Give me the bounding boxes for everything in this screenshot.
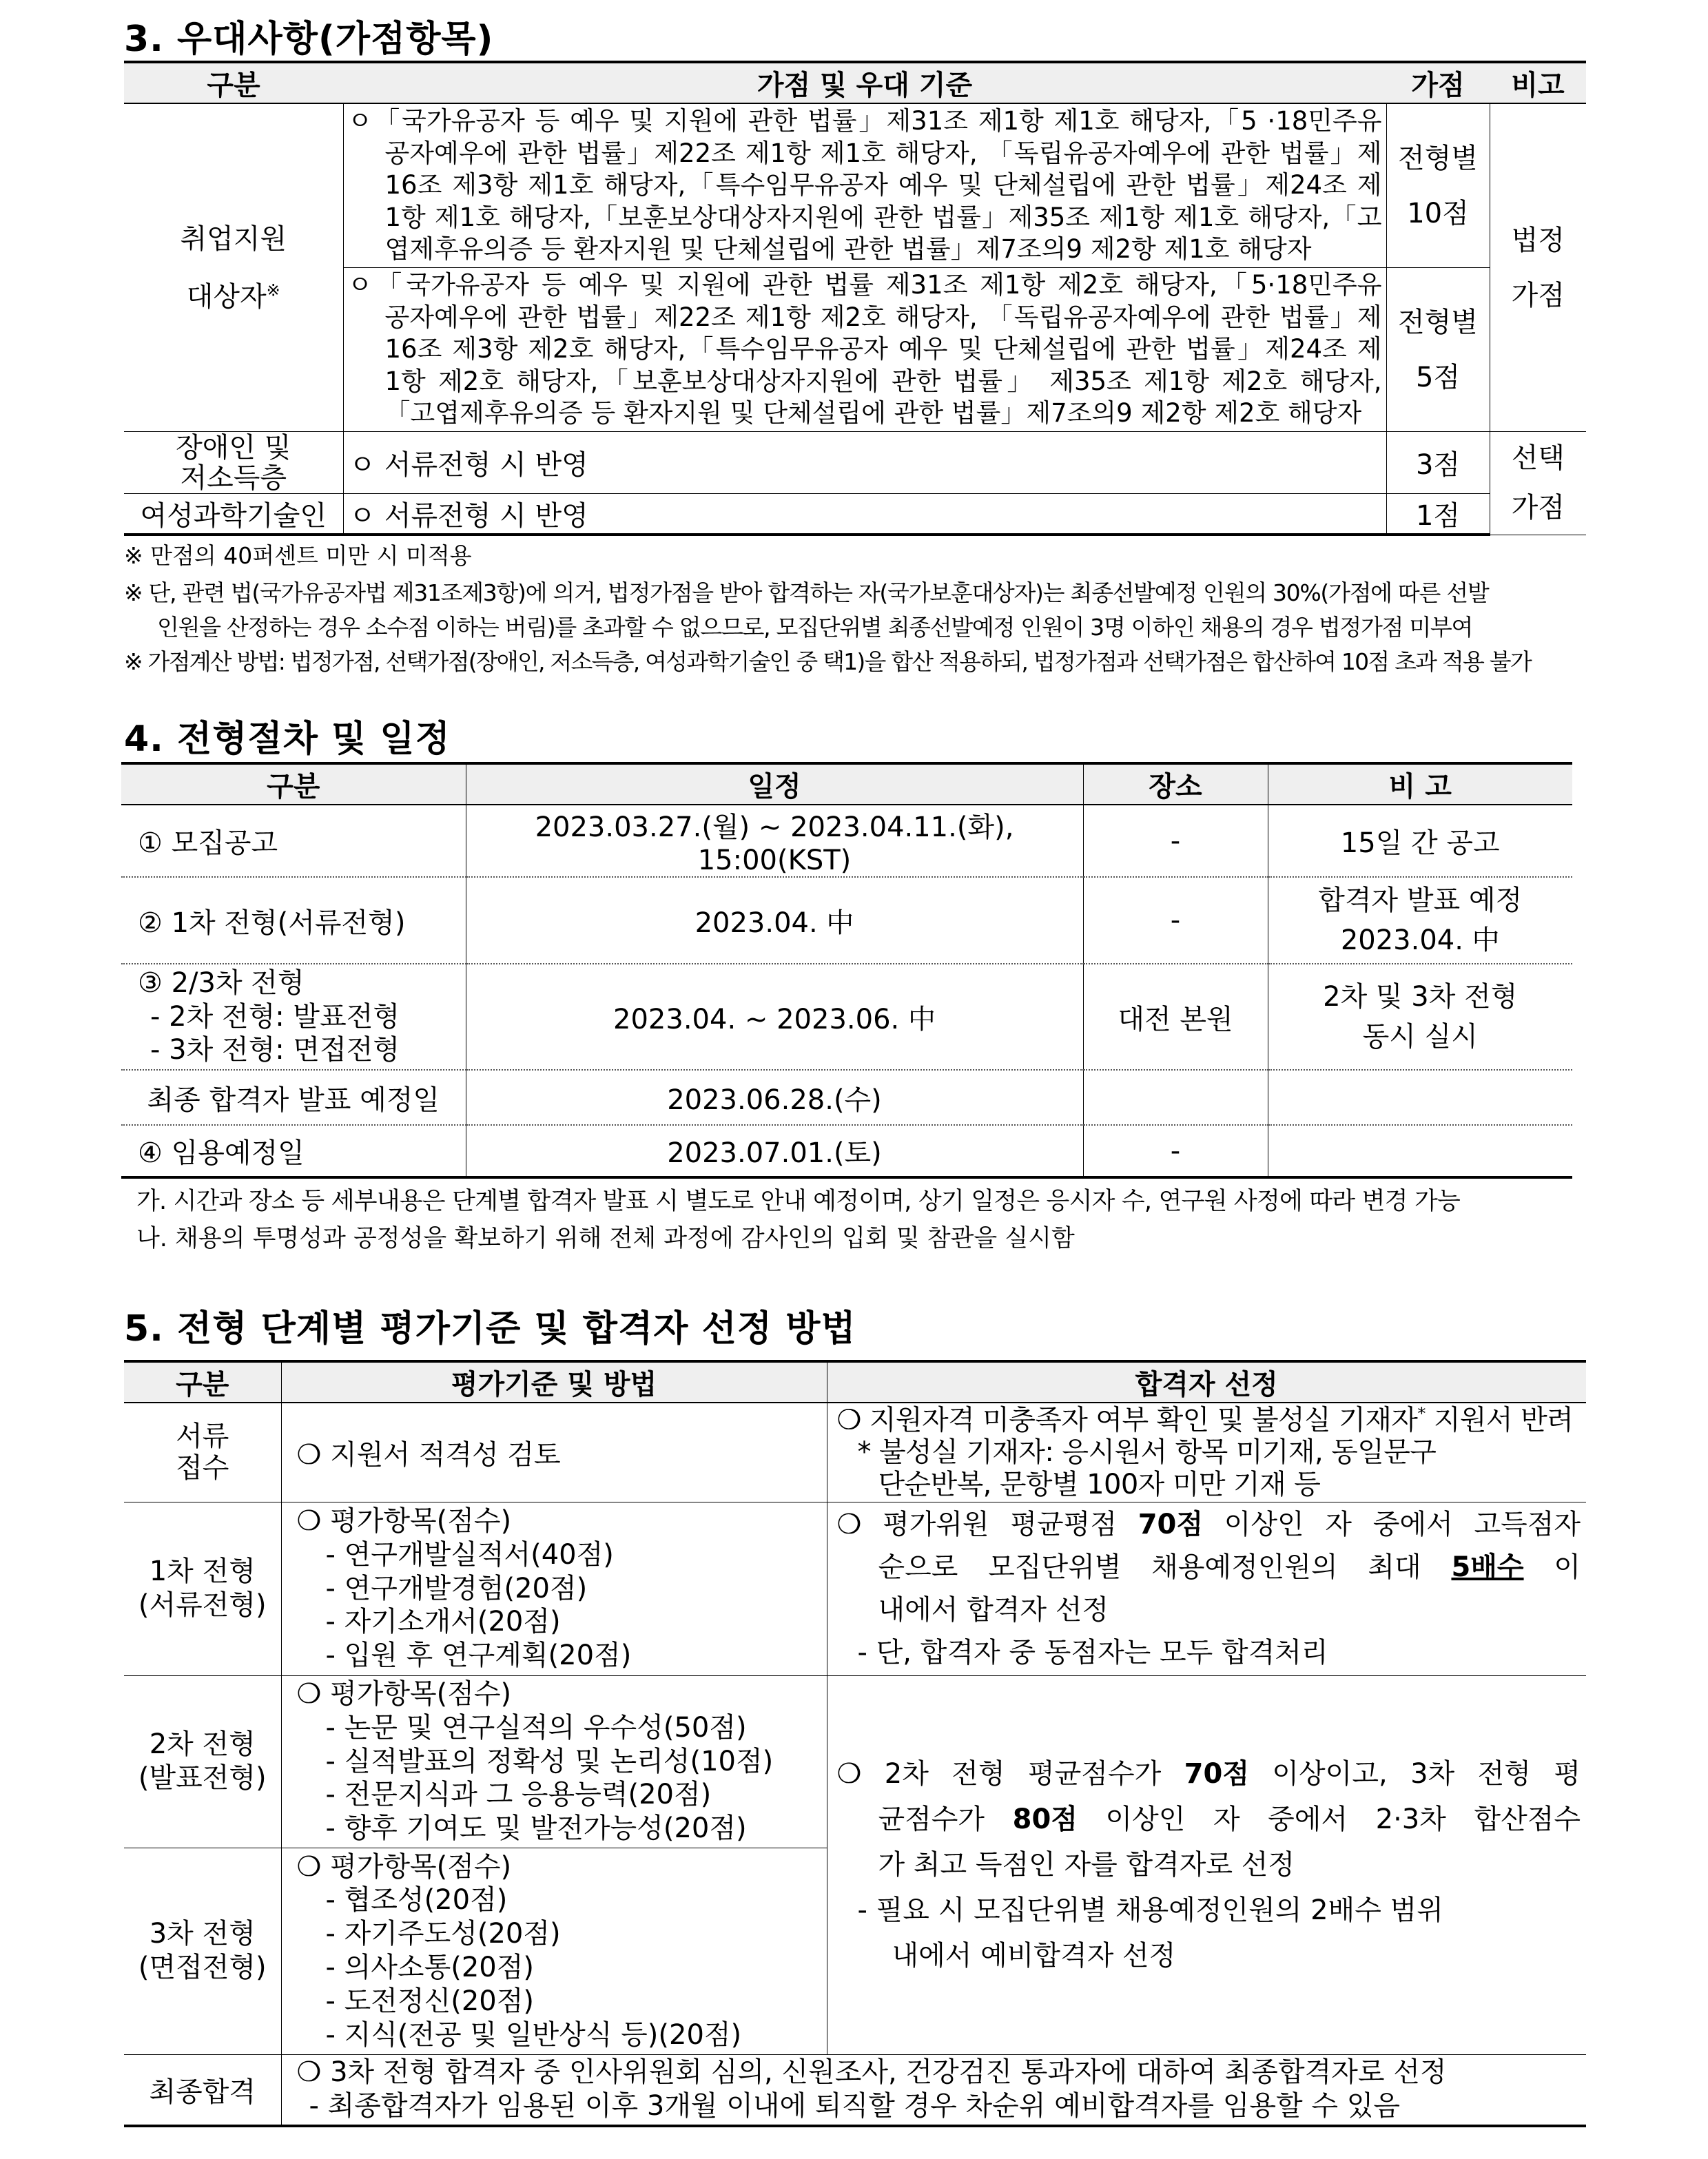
remark-line: 합격자 발표 예정 xyxy=(1318,885,1523,916)
section-3-note: ※ 가점계산 방법: 법정가점, 선택가점(장애인, 저소득층, 여성과학기술인 중 택1)을 합산 적용하되, 법정가점과 선택가점은 합산하여 10점 초과 적용 불가 xyxy=(124,648,1531,675)
selection-text: 이 xyxy=(1523,1551,1581,1583)
stage-remark xyxy=(1268,877,1572,964)
method-line: - 지식(전공 및 일반상식 등)(20점) xyxy=(325,2018,742,2051)
selection-text: 이상인 자 중에서 고득점자 xyxy=(1203,1509,1581,1540)
stage-schedule: 2023.07.01.(토) xyxy=(466,1125,1083,1177)
criteria-line: 공자예우에 관한 법률」제22조 제1항 제1호 해당자, 「독립유공자예우에 관한 법률」제 xyxy=(384,138,1382,168)
method-line: - 자기소개서(20점) xyxy=(325,1606,561,1638)
score-threshold: 70점 xyxy=(1184,1758,1249,1790)
women-scientist-criteria: ㅇ 서류전형 시 반영 xyxy=(343,494,1386,535)
method-line: - 실적발표의 정확성 및 논리성(10점) xyxy=(325,1745,774,1777)
criteria-line: ㅇ「국가유공자 등 예우 및 지원에 관한 법률 제31조 제1항 제2호 해당자,「5·18민주유 xyxy=(347,270,1382,300)
selection-line xyxy=(837,1797,1581,1842)
women-scientist-category: 여성과학기술인 xyxy=(124,494,343,535)
disabled-criteria: ㅇ 서류전형 시 반영 xyxy=(343,432,1386,494)
stage-remark xyxy=(1268,1125,1572,1177)
section-3-title: 3. 우대사항(가점항목) xyxy=(124,19,494,60)
stage-place: - xyxy=(1083,1125,1268,1177)
stage-name xyxy=(124,1403,281,1502)
remark-line: 가점 xyxy=(1511,492,1565,524)
stage-schedule: 2023.04. 中 xyxy=(466,877,1083,964)
header-category: 구분 xyxy=(121,763,466,805)
points-line: 전형별 xyxy=(1398,306,1478,338)
method-line: ❍ 평가항목(점수) xyxy=(296,1678,512,1710)
preference-table xyxy=(124,61,1586,536)
section-3-note: 인원을 산정하는 경우 소수점 이하는 버림)를 초과할 수 없으므로, 모집단위별 최종선발예정 인원이 3명 이하인 채용의 경우 법정가점 미부여 xyxy=(157,614,1473,641)
stage-name: 최종합격 xyxy=(124,2054,281,2126)
evaluation-method xyxy=(281,1502,827,1675)
criteria-line: 16조 제3항 제1호 해당자,「특수임무유공자 예우 및 단체설립에 관한 법률」제24조 제 xyxy=(384,170,1382,200)
schedule-row-document xyxy=(121,877,1572,964)
employment-support-row-a xyxy=(124,103,1586,268)
stage-name xyxy=(124,1502,281,1675)
remark-line: 2023.04. 中 xyxy=(1340,924,1500,956)
disabled-row xyxy=(124,432,1586,494)
header-method: 평가기준 및 방법 xyxy=(281,1361,827,1403)
selection-line: 단순반복, 문항별 100자 미만 기재 등 xyxy=(878,1468,1321,1500)
selection-text: ❍ 평가위원 평균평점 xyxy=(836,1509,1138,1540)
stage-label xyxy=(121,964,466,1070)
header-place: 장소 xyxy=(1083,763,1268,805)
remark-line: 법정 xyxy=(1511,224,1565,256)
stage-place: 대전 본원 xyxy=(1083,964,1268,1070)
stage-place: - xyxy=(1083,877,1268,964)
reference-mark: ※ xyxy=(266,280,280,300)
stage-line: (발표전형) xyxy=(138,1762,267,1794)
employment-support-row-b xyxy=(124,268,1586,432)
method-line: - 향후 기여도 및 발전가능성(20점) xyxy=(325,1812,747,1845)
evaluation-row-stage2 xyxy=(124,1675,1586,1848)
selection-line xyxy=(837,1404,1581,1436)
selection-text: 이상이고, 3차 전형 평 xyxy=(1248,1758,1581,1790)
stage-line: (면접전형) xyxy=(138,1952,267,1983)
section-4-note: 가. 시간과 장소 등 세부내용은 단계별 합격자 발표 시 별도로 안내 예정이며, 상기 일정은 응시자 수, 연구원 사정에 따라 변경 가능 xyxy=(136,1188,1461,1215)
final-line: ❍ 3차 전형 합격자 중 인사위원회 심의, 신원조사, 건강검진 통과자에 대하여 최종합격자로 선정 xyxy=(296,2056,1447,2089)
points-line: 5점 xyxy=(1415,361,1461,393)
schedule-table xyxy=(121,762,1572,1179)
header-criteria: 가점 및 우대 기준 xyxy=(343,62,1386,103)
criteria-line: 16조 제3항 제2호 해당자,「특수임무유공자 예우 및 단체설립에 관한 법률」제24조 제 xyxy=(384,334,1382,364)
selection-line xyxy=(837,1503,1581,1546)
selection-line: 가 최고 득점인 자를 합격자로 선정 xyxy=(878,1849,1295,1881)
header-category: 구분 xyxy=(124,62,343,103)
score-threshold: 80점 xyxy=(1012,1804,1078,1835)
header-remark: 비고 xyxy=(1490,62,1586,103)
schedule-row-presentation-interview xyxy=(121,964,1572,1070)
category-line: 장애인 및 xyxy=(176,431,291,464)
selection-text: ❍ 지원자격 미충족자 여부 확인 및 불성실 기재자 xyxy=(836,1404,1418,1436)
stage-label: ② 1차 전형(서류전형) xyxy=(121,877,466,964)
employment-support-criteria-b xyxy=(343,268,1386,432)
label-line: - 2차 전형: 발표전형 xyxy=(150,1000,400,1033)
selection-line: 내에서 예비합격자 선정 xyxy=(892,1940,1176,1972)
label-line: ③ 2/3차 전형 xyxy=(138,967,305,999)
statutory-remark xyxy=(1490,103,1586,432)
header-points: 가점 xyxy=(1386,62,1490,103)
header-selection: 합격자 선정 xyxy=(827,1361,1586,1403)
selection-text: 지원서 반려 xyxy=(1425,1404,1574,1436)
points-line: 전형별 xyxy=(1398,142,1478,174)
selection-line xyxy=(837,1546,1581,1589)
selection-line: * 불성실 기재자: 응시원서 항목 미기재, 동일문구 xyxy=(857,1436,1437,1469)
method-line: - 연구개발실적서(40점) xyxy=(325,1538,614,1571)
evaluation-method: ❍ 지원서 적격성 검토 xyxy=(281,1403,827,1502)
criteria-line: 1항 제1호 해당자,「보훈보상대상자지원에 관한 법률」제35조 제1항 제1호 해당자,「고 xyxy=(384,202,1382,232)
selection-method xyxy=(827,1675,1586,2054)
schedule-header-row xyxy=(121,763,1572,805)
evaluation-method xyxy=(281,1675,827,1848)
method-line: - 자기주도성(20점) xyxy=(325,1918,561,1950)
method-line: - 의사소통(20점) xyxy=(325,1952,534,1983)
section-3-note: ※ 단, 관련 법(국가유공자법 제31조제3항)에 의거, 법정가점을 받아 합격하는 자(국가보훈대상자)는 최종선발예정 인원의 30%(가점에 따른 선발 xyxy=(124,579,1489,606)
stage-line: 접수 xyxy=(176,1452,229,1485)
employment-support-criteria-a xyxy=(343,103,1386,268)
stage-place: - xyxy=(1083,805,1268,877)
multiple-threshold: 5배수 xyxy=(1451,1551,1524,1583)
final-line: - 최종합격자가 임용된 이후 3개월 이내에 퇴직할 경우 차순위 예비합격자를 임용할 수 있음 xyxy=(309,2090,1400,2122)
remark-line: 선택 xyxy=(1511,442,1565,475)
stage-name xyxy=(124,1848,281,2054)
stage-remark xyxy=(1268,1070,1572,1125)
evaluation-row-final xyxy=(124,2054,1586,2126)
criteria-line: 「고엽제후유의증 등 환자지원 및 단체설립에 관한 법률」제7조의9 제2항 제2호 해당자 xyxy=(384,398,1362,428)
women-scientist-row xyxy=(124,494,1586,535)
method-line: - 도전정신(20점) xyxy=(325,1985,534,2017)
stage-remark xyxy=(1268,964,1572,1070)
selection-text: 균점수가 xyxy=(878,1804,1013,1835)
points-cell-b xyxy=(1386,268,1490,432)
points-line: 10점 xyxy=(1407,197,1469,229)
selection-text: 이상인 자 중에서 2·3차 합산점수 xyxy=(1077,1804,1581,1835)
selection-text: ❍ 2차 전형 평균점수가 xyxy=(836,1758,1184,1790)
final-selection xyxy=(281,2054,1586,2126)
section-4-note: 나. 채용의 투명성과 공정성을 확보하기 위해 전체 과정에 감사인의 입회 및 참관을 실시함 xyxy=(136,1225,1075,1252)
header-remark: 비 고 xyxy=(1268,763,1572,805)
stage-line: 3차 전형 xyxy=(149,1918,256,1950)
stage-line: 1차 전형 xyxy=(149,1556,256,1588)
section-4-title: 4. 전형절차 및 일정 xyxy=(124,719,451,760)
evaluation-table xyxy=(124,1360,1586,2127)
stage-remark: 15일 간 공고 xyxy=(1268,805,1572,877)
method-line: ❍ 평가항목(점수) xyxy=(296,1505,512,1537)
schedule-row-appointment xyxy=(121,1125,1572,1177)
method-line: - 입원 후 연구계획(20점) xyxy=(325,1640,632,1672)
stage-schedule: 2023.04. ~ 2023.06. 中 xyxy=(466,964,1083,1070)
evaluation-row-stage1 xyxy=(124,1502,1586,1675)
stage-label: ① 모집공고 xyxy=(121,805,466,877)
method-line: ❍ 평가항목(점수) xyxy=(296,1850,512,1883)
optional-remark xyxy=(1490,432,1586,535)
stage-line: (서류전형) xyxy=(138,1589,267,1621)
category-text: 대상자 xyxy=(186,280,267,313)
selection-line xyxy=(837,1751,1581,1797)
method-line: - 연구개발경험(20점) xyxy=(325,1572,588,1604)
remark-line: 2차 및 3차 전형 xyxy=(1323,981,1518,1013)
selection-method xyxy=(827,1502,1586,1675)
stage-line: 서류 xyxy=(176,1421,229,1453)
score-threshold: 70점 xyxy=(1138,1509,1204,1540)
stage-line: 2차 전형 xyxy=(149,1728,256,1761)
remark-line: 동시 실시 xyxy=(1362,1021,1478,1053)
stage-label: 최종 합격자 발표 예정일 xyxy=(121,1070,466,1125)
reference-mark: * xyxy=(1417,1403,1426,1423)
selection-text: 순으로 모집단위별 채용예정인원의 최대 xyxy=(878,1551,1452,1583)
category-line xyxy=(130,268,338,326)
evaluation-method xyxy=(281,1848,827,2054)
section-3-note: ※ 만점의 40퍼센트 미만 시 미적용 xyxy=(124,542,472,569)
preference-header-row xyxy=(124,62,1586,103)
schedule-row-final-announcement xyxy=(121,1070,1572,1125)
evaluation-header-row xyxy=(124,1361,1586,1403)
header-category: 구분 xyxy=(124,1361,281,1403)
stage-schedule: 2023.03.27.(월) ~ 2023.04.11.(화), 15:00(KST) xyxy=(466,805,1083,877)
criteria-line: 공자예우에 관한 법률」제22조 제1항 제2호 해당자, 「독립유공자예우에 관한 법률」제 xyxy=(384,302,1382,332)
method-line: - 논문 및 연구실적의 우수성(50점) xyxy=(325,1711,747,1744)
disabled-category xyxy=(124,432,343,494)
stage-name xyxy=(124,1675,281,1848)
selection-line: 내에서 합격자 선정 xyxy=(878,1594,1109,1626)
label-line: - 3차 전형: 면접전형 xyxy=(150,1034,400,1066)
stage-place xyxy=(1083,1070,1268,1125)
criteria-line: ㅇ「국가유공자 등 예우 및 지원에 관한 법률」제31조 제1항 제1호 해당자,「5 ·18민주유 xyxy=(347,106,1382,136)
stage-schedule: 2023.06.28.(수) xyxy=(466,1070,1083,1125)
selection-line: - 단, 합격자 중 동점자는 모두 합격처리 xyxy=(857,1637,1328,1669)
method-line: - 협조성(20점) xyxy=(325,1884,508,1917)
header-schedule: 일정 xyxy=(466,763,1083,805)
points-cell-a xyxy=(1386,103,1490,268)
selection-line: - 필요 시 모집단위별 채용예정인원의 2배수 범위 xyxy=(857,1894,1443,1926)
selection-method xyxy=(827,1403,1586,1502)
section-5-title: 5. 전형 단계별 평가기준 및 합격자 선정 방법 xyxy=(124,1308,856,1350)
criteria-line: 엽제후유의증 등 환자지원 및 단체설립에 관한 법률」제7조의9 제2항 제1호 해당자 xyxy=(384,234,1312,265)
evaluation-row-document-receipt xyxy=(124,1403,1586,1502)
women-scientist-points: 1점 xyxy=(1386,494,1490,535)
category-line: 저소득층 xyxy=(180,462,287,494)
method-line: - 전문지식과 그 응용능력(20점) xyxy=(325,1779,712,1811)
criteria-line: 1항 제2호 해당자,「보훈보상대상자지원에 관한 법률」 제35조 제1항 제2호 해당자, xyxy=(384,366,1382,396)
employment-support-category xyxy=(124,103,343,432)
remark-line: 가점 xyxy=(1511,279,1565,311)
schedule-row-announcement xyxy=(121,805,1572,877)
disabled-points: 3점 xyxy=(1386,432,1490,494)
category-line: 취업지원 xyxy=(180,223,287,255)
stage-label: ④ 임용예정일 xyxy=(121,1125,466,1177)
